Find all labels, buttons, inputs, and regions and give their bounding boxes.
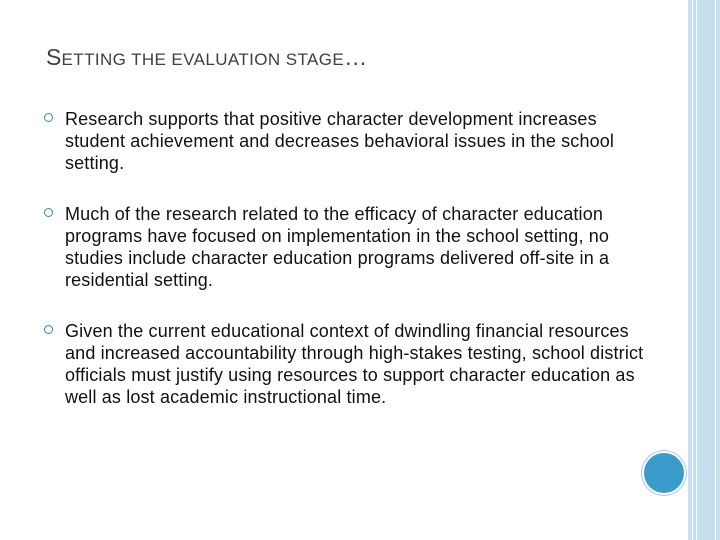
side-bar-line	[692, 0, 693, 540]
bullet-item	[44, 203, 644, 291]
bullet-text: Much of the research related to the efficacy of character education programs have focused on implementation in the school setting, no studies include character education programs delivered off-site in a residential setting.	[65, 204, 610, 290]
bullet-circle-icon	[44, 208, 53, 217]
bullet-text: Research supports that positive character development increases student achievement and decreases behavioral issues in the school setting.	[65, 109, 615, 173]
slide-title-ellipsis: …	[344, 44, 368, 70]
slide-title	[46, 44, 367, 71]
bullet-text: Given the current educational context of dwindling financial resources and increased accountability through high-stakes testing, school district officials must justify using resources to support character education as well as lost academic instructional time.	[65, 321, 644, 407]
side-bar-line	[715, 0, 716, 540]
decorative-side-bar	[688, 0, 720, 540]
bullet-list	[44, 108, 644, 437]
bullet-circle-icon	[44, 325, 53, 334]
bullet-item	[44, 320, 644, 408]
bullet-circle-icon	[44, 113, 53, 122]
slide-title-rest: ETTING THE EVALUATION STAGE	[61, 50, 345, 69]
decorative-circle	[642, 451, 686, 495]
bullet-item	[44, 108, 644, 174]
slide-title-initial: S	[46, 44, 62, 70]
side-bar-line	[696, 0, 697, 540]
